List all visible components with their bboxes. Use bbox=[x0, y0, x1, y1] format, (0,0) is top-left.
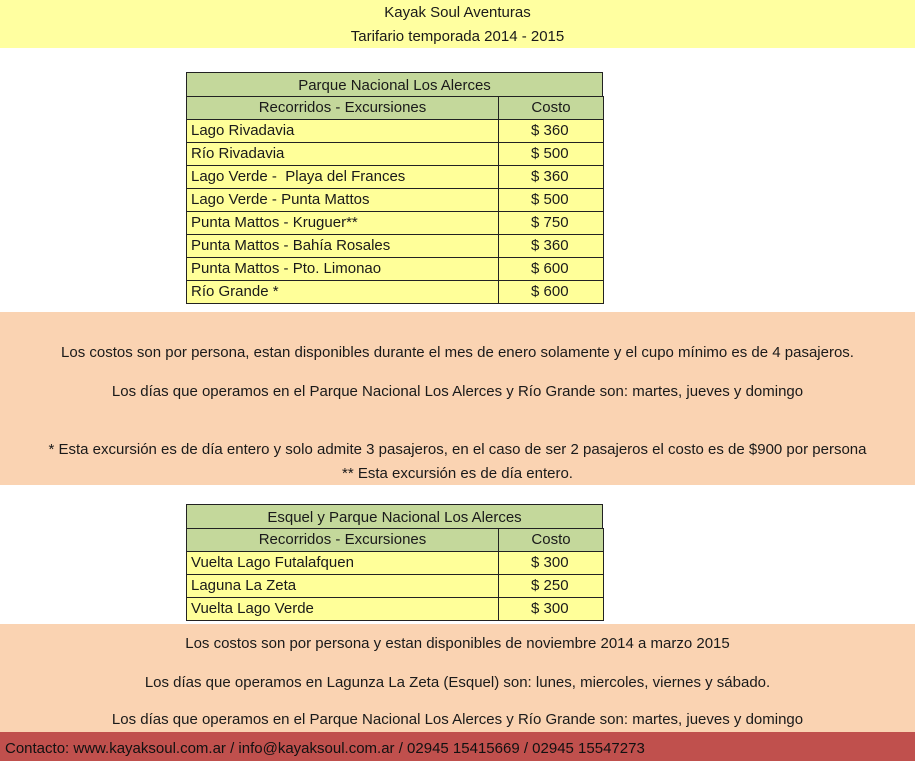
notes-esquel bbox=[0, 624, 915, 732]
table-row bbox=[187, 212, 604, 235]
cost-cell: $ 300 bbox=[499, 598, 604, 621]
cost-column-header: Costo bbox=[499, 529, 604, 552]
cost-cell: $ 750 bbox=[499, 212, 604, 235]
cost-cell: $ 300 bbox=[499, 552, 604, 575]
note-operating-days: Los días que operamos en el Parque Nacional Los Alerces y Río Grande son: martes, jueves y domingo bbox=[111, 383, 804, 400]
route-cell: Punta Mattos - Bahía Rosales bbox=[187, 235, 499, 258]
contact-info: Contacto: www.kayaksoul.com.ar / info@kayaksoul.com.ar / 02945 15415669 / 02945 15547273 bbox=[5, 740, 645, 757]
cost-column-header: Costo bbox=[499, 97, 604, 120]
route-cell: Río Rivadavia bbox=[187, 143, 499, 166]
cost-cell: $ 600 bbox=[499, 281, 604, 304]
cost-cell: $ 360 bbox=[499, 235, 604, 258]
cost-cell: $ 600 bbox=[499, 258, 604, 281]
table-row bbox=[187, 575, 604, 598]
company-name: Kayak Soul Aventuras bbox=[384, 4, 531, 21]
route-cell: Punta Mattos - Kruguer** bbox=[187, 212, 499, 235]
note-operating-days-esquel: Los días que operamos en Lagunza La Zeta (Esquel) son: lunes, miercoles, viernes y sábado. bbox=[144, 674, 771, 691]
route-column-header: Recorridos - Excursiones bbox=[187, 97, 499, 120]
note-operating-days-alerces: Los días que operamos en el Parque Nacional Los Alerces y Río Grande son: martes, jueves y domingo bbox=[111, 711, 804, 728]
table-esquel bbox=[186, 504, 603, 621]
table-row bbox=[187, 189, 604, 212]
cost-cell: $ 500 bbox=[499, 143, 604, 166]
cost-cell: $ 500 bbox=[499, 189, 604, 212]
route-cell: Río Grande * bbox=[187, 281, 499, 304]
season-title: Tarifario temporada 2014 - 2015 bbox=[350, 28, 565, 45]
route-cell: Vuelta Lago Verde bbox=[187, 598, 499, 621]
table-row bbox=[187, 281, 604, 304]
table-row bbox=[187, 258, 604, 281]
cost-cell: $ 360 bbox=[499, 166, 604, 189]
notes-los-alerces bbox=[0, 312, 915, 485]
route-cell: Lago Rivadavia bbox=[187, 120, 499, 143]
table-title: Esquel y Parque Nacional Los Alerces bbox=[186, 504, 603, 528]
table-row bbox=[187, 552, 604, 575]
route-cell: Lago Verde - Punta Mattos bbox=[187, 189, 499, 212]
route-cell: Punta Mattos - Pto. Limonao bbox=[187, 258, 499, 281]
route-column-header: Recorridos - Excursiones bbox=[187, 529, 499, 552]
table-row bbox=[187, 166, 604, 189]
table-row bbox=[187, 598, 604, 621]
table-los-alerces bbox=[186, 72, 603, 304]
header bbox=[0, 0, 915, 48]
table-row bbox=[187, 120, 604, 143]
note-costs-season: Los costos son por persona y estan disponibles de noviembre 2014 a marzo 2015 bbox=[185, 635, 730, 652]
table-title: Parque Nacional Los Alerces bbox=[186, 72, 603, 96]
note-kruguer: ** Esta excursión es de día entero. bbox=[342, 465, 573, 482]
contact-footer bbox=[0, 732, 915, 761]
cost-cell: $ 360 bbox=[499, 120, 604, 143]
note-rio-grande: * Esta excursión es de día entero y solo admite 3 pasajeros, en el caso de ser 2 pasajeros el costo es de $900 por persona bbox=[48, 441, 867, 458]
table-row bbox=[187, 143, 604, 166]
note-costs: Los costos son por persona, estan disponibles durante el mes de enero solamente y el cupo mínimo es de 4 pasajeros. bbox=[61, 344, 854, 361]
route-cell: Vuelta Lago Futalafquen bbox=[187, 552, 499, 575]
table-row bbox=[187, 235, 604, 258]
cost-cell: $ 250 bbox=[499, 575, 604, 598]
table-header-row bbox=[187, 97, 604, 120]
route-cell: Laguna La Zeta bbox=[187, 575, 499, 598]
route-cell: Lago Verde - Playa del Frances bbox=[187, 166, 499, 189]
table-header-row bbox=[187, 529, 604, 552]
